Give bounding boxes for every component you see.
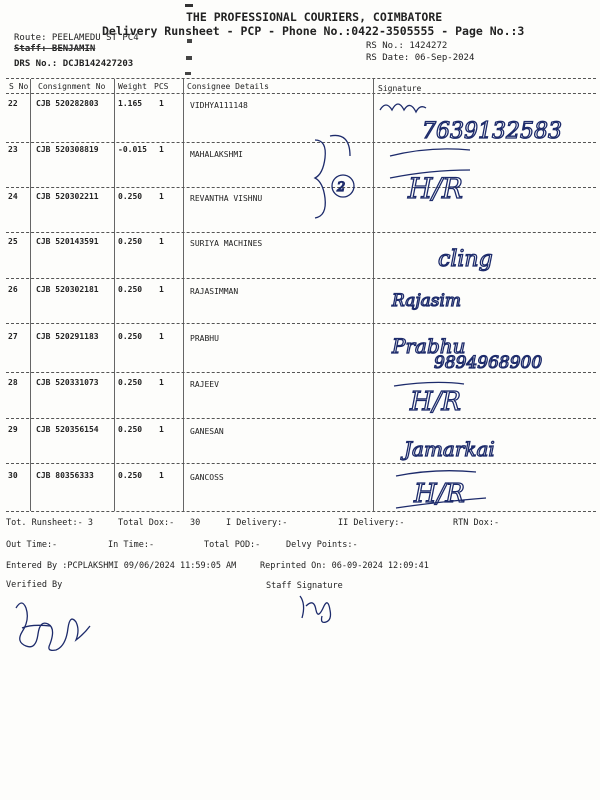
svg-text:7639132583: 7639132583 [422, 119, 562, 144]
col-header-pcs: PCS [154, 82, 169, 91]
col-divider [30, 79, 31, 511]
in-time-label: In Time:- [108, 540, 155, 550]
svg-text:H/R: H/R [410, 387, 462, 417]
row-weight: -0.015 [118, 145, 147, 154]
entered-by: Entered By :PCPLAKSHMI 09/06/2024 11:59:05 AM [6, 561, 237, 571]
row-weight: 0.250 [118, 237, 143, 246]
row-consignee: MAHALAKSHMI [190, 150, 243, 159]
col-divider [114, 79, 115, 511]
col-header-sno: S No [9, 82, 29, 91]
row-consignment: CJB 520308819 [36, 145, 99, 154]
staff-signature [292, 588, 362, 628]
row-consignment: CJB 520331073 [36, 378, 99, 387]
svg-text:H/R: H/R [414, 479, 466, 509]
runsheet-title: Delivery Runsheet - PCP - Phone No.:0422-3505555 - Page No.:3 [102, 24, 525, 38]
row-consignee: GANESAN [190, 427, 224, 436]
row-consignee: SURIYA MACHINES [190, 239, 263, 248]
rtn-dox-label: RTN Dox:- [453, 518, 500, 528]
row-sno: 24 [8, 192, 18, 201]
row-consignee: RAJASIMMAN [190, 287, 239, 296]
barcode-marks [182, 2, 198, 78]
total-dox-value: 30 [190, 518, 201, 528]
row-sno: 23 [8, 145, 18, 154]
row-sno: 26 [8, 285, 18, 294]
row-sno: 27 [8, 332, 18, 341]
svg-text:H/R: H/R [408, 172, 463, 205]
row-consignee: REVANTHA VISHNU [190, 194, 263, 203]
col-divider [183, 79, 184, 511]
row-consignment: CJB 80356333 [36, 471, 94, 480]
row-consignment: CJB 520356154 [36, 425, 99, 434]
rs-number: RS No.: 1424272 [366, 41, 448, 51]
row-pcs: 1 [159, 332, 164, 341]
verified-signature [6, 588, 116, 658]
row-consignee: GANCOSS [190, 473, 224, 482]
row-pcs: 1 [159, 285, 164, 294]
row-weight: 0.250 [118, 471, 143, 480]
row-sno: 28 [8, 378, 18, 387]
svg-text:Rajasim: Rajasim [392, 291, 462, 311]
row-sno: 29 [8, 425, 18, 434]
row-consignee: PRABHU [190, 334, 219, 343]
staff-label: Staff: BENJAMIN [14, 44, 96, 54]
row-consignment: CJB 520143591 [36, 237, 99, 246]
total-dox-label: Total Dox:- [118, 518, 175, 528]
col-header-weight: Weight [118, 82, 147, 91]
svg-text:Prabhu: Prabhu [392, 334, 466, 358]
row-weight: 1.165 [118, 99, 143, 108]
row-weight: 0.250 [118, 378, 143, 387]
row-consignment: CJB 520302211 [36, 192, 99, 201]
row-consignee: VIDHYA111148 [190, 101, 248, 110]
out-time-label: Out Time:- [6, 540, 58, 550]
row-weight: 0.250 [118, 285, 143, 294]
svg-text:2: 2 [337, 180, 346, 195]
row-sno: 25 [8, 237, 18, 246]
total-runsheet: Tot. Runsheet:- 3 [6, 518, 93, 528]
row-pcs: 1 [159, 425, 164, 434]
row-consignment: CJB 520282803 [36, 99, 99, 108]
row-weight: 0.250 [118, 192, 143, 201]
row-pcs: 1 [159, 192, 164, 201]
svg-text:9894968900: 9894968900 [434, 353, 543, 373]
total-pod-label: Total POD:- [204, 540, 261, 550]
row-pcs: 1 [159, 471, 164, 480]
ii-delivery-label: II Delivery:- [338, 518, 405, 528]
row-pcs: 1 [159, 145, 164, 154]
reprinted-on: Reprinted On: 06-09-2024 12:09:41 [260, 561, 429, 571]
row-weight: 0.250 [118, 425, 143, 434]
svg-text:Jamarkai: Jamarkai [404, 437, 495, 461]
table-top-rule [6, 78, 596, 79]
col-header-consignment: Consignment No [38, 82, 106, 91]
row-sno: 22 [8, 99, 18, 108]
row-pcs: 1 [159, 237, 164, 246]
route-label: Route: PEELAMEDU ST PC4 [14, 33, 139, 43]
company-name: THE PROFESSIONAL COURIERS, COIMBATORE [186, 10, 443, 24]
row-sno: 30 [8, 471, 18, 480]
rs-date: RS Date: 06-Sep-2024 [366, 53, 475, 63]
handwritten-signatures [337, 88, 600, 518]
i-delivery-label: I Delivery:- [226, 518, 288, 528]
row-pcs: 1 [159, 99, 164, 108]
row-weight: 0.250 [118, 332, 143, 341]
verified-by-label: Verified By [6, 580, 63, 590]
delvy-points-label: Delvy Points:- [286, 540, 358, 550]
drs-number: DRS No.: DCJB142427203 [14, 59, 134, 69]
row-consignment: CJB 520302181 [36, 285, 99, 294]
row-consignment: CJB 520291183 [36, 332, 99, 341]
col-header-consignee: Consignee Details [187, 82, 269, 91]
svg-text:cling: cling [438, 247, 493, 272]
row-pcs: 1 [159, 378, 164, 387]
row-consignee: RAJEEV [190, 380, 219, 389]
col-header-signature: Signature [378, 84, 422, 93]
staff-signature-label: Staff Signature [266, 581, 343, 591]
